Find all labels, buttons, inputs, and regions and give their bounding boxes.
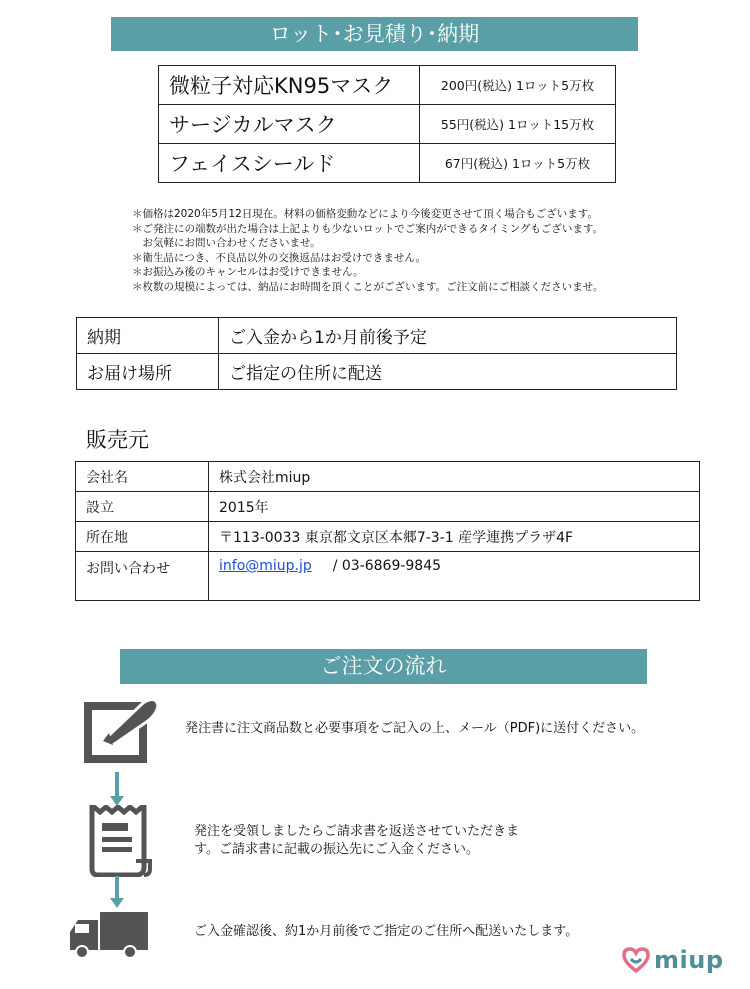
note-line: ＊ご発注にの端数が出た場合は上記よりも少ないロットでご案内ができるタイミングもございます。	[132, 222, 604, 235]
note-line: お気軽にお問い合わせくださいませ。	[132, 237, 321, 250]
delivery-truck-icon	[68, 910, 150, 960]
product-price-table	[158, 65, 616, 183]
delivery-label: 納期	[77, 318, 219, 354]
product-price: 55円(税込) 1ロット15万枚	[420, 105, 616, 144]
seller-label: お問い合わせ	[76, 552, 209, 601]
phone-number: / 03-6869-9845	[332, 558, 442, 574]
seller-table	[75, 461, 700, 601]
product-name: フェイスシールド	[159, 144, 420, 183]
email-link[interactable]: info@miup.jp	[219, 558, 312, 574]
seller-value: 株式会社miup	[209, 462, 700, 492]
table-row	[77, 318, 677, 354]
table-row	[77, 354, 677, 390]
flow-step-text: 発注書に注文商品数と必要事項をご記入の上、メール（PDF)に送付ください。	[185, 721, 645, 736]
flow-step-text: ご入金確認後、約1か月前後でご指定のご住所へ配送いたします。	[194, 924, 579, 939]
product-name: 微粒子対応KN95マスク	[159, 66, 420, 105]
flow-arrow-icon	[110, 898, 124, 908]
seller-label: 設立	[76, 492, 209, 522]
note-line: ＊衛生品につき、不良品以外の交換返品はお受けできません。	[132, 251, 426, 264]
seller-value: 2015年	[209, 492, 700, 522]
section-title: ご注文の流れ	[320, 654, 447, 678]
table-row	[159, 144, 616, 183]
logo-text: miup	[654, 946, 724, 974]
flow-step-text: 発注を受領しましたらご請求書を返送させていただきます。ご請求書に記載の振込先にご入金ください。	[194, 824, 520, 857]
delivery-value: ご入金から1か月前後予定	[219, 318, 677, 354]
table-row	[76, 462, 700, 492]
table-row	[76, 492, 700, 522]
delivery-value: ご指定の住所に配送	[219, 354, 677, 390]
table-row	[76, 522, 700, 552]
heart-logo-icon	[622, 947, 650, 973]
table-row	[76, 552, 700, 601]
seller-heading: 販売元	[86, 428, 149, 452]
delivery-label: お届け場所	[77, 354, 219, 390]
note-line: ＊枚数の規模によっては、納品にお時間を頂くことがございます。ご注文前にご相談くださいませ。	[132, 280, 604, 293]
product-price: 200円(税込) 1ロット5万枚	[420, 66, 616, 105]
contact-value	[209, 552, 700, 601]
section-title: ロット･お見積り･納期	[269, 22, 480, 46]
delivery-table	[76, 317, 677, 390]
seller-label: 会社名	[76, 462, 209, 492]
seller-value: 〒113-0033 東京都文京区本郷7-3-1 産学連携プラザ4F	[209, 522, 700, 552]
write-order-icon	[83, 693, 163, 773]
product-price: 67円(税込) 1ロット5万枚	[420, 144, 616, 183]
product-name: サージカルマスク	[159, 105, 420, 144]
invoice-icon	[88, 805, 154, 877]
miup-logo	[622, 946, 724, 974]
note-line: ＊お振込み後のキャンセルはお受けできません。	[132, 266, 364, 279]
table-row	[159, 66, 616, 105]
section-header-lot-estimate	[111, 17, 638, 51]
seller-label: 所在地	[76, 522, 209, 552]
note-line: ＊価格は2020年5月12日現在。材料の価格変動などにより今後変更させて頂く場合もございます。	[132, 208, 598, 220]
section-header-order-flow	[120, 649, 647, 684]
price-notes	[132, 207, 692, 295]
table-row	[159, 105, 616, 144]
